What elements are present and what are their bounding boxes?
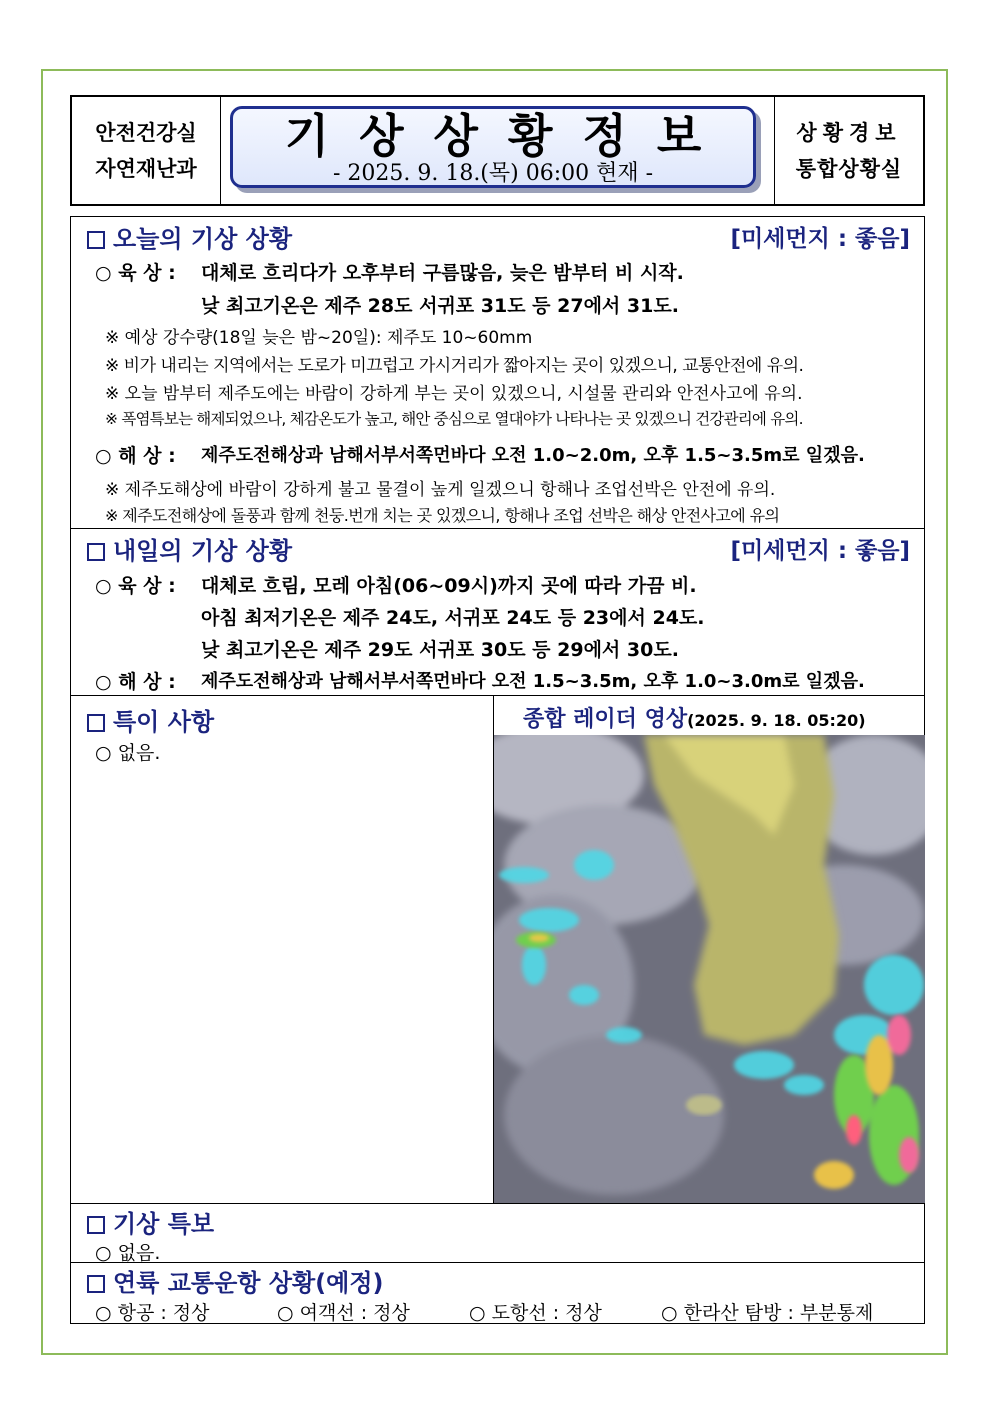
checkbox-icon: [87, 1275, 105, 1293]
today-land-label: ○ 육 상 :: [95, 262, 176, 284]
radar-image: [494, 735, 925, 1203]
special-heading: 특이 사항: [87, 702, 214, 737]
radar-map: [494, 735, 925, 1203]
today-note: ※ 예상 강수량(18일 늦은 밤~20일): 제주도 10~60mm: [105, 328, 533, 348]
today-section: [70, 216, 925, 529]
traffic-item-hallasan: ○ 한라산 탐방 : 부분통제: [661, 1302, 874, 1324]
tomorrow-sea-label: ○ 해 상 :: [95, 671, 176, 693]
office-block: [774, 97, 923, 204]
checkbox-icon: [87, 1216, 105, 1234]
today-heading: 오늘의 기상 상황: [87, 219, 292, 254]
traffic-item-ferry: ○ 여객선 : 정상: [277, 1302, 410, 1324]
today-sea-label: ○ 해 상 :: [95, 445, 176, 467]
radar-title: 종합 레이더 영상(2025. 9. 18. 05:20): [523, 707, 866, 732]
today-dust-status: [미세먼지 : 좋음]: [730, 226, 910, 252]
office-line1: 상황경보: [796, 120, 902, 145]
traffic-item-islandboat: ○ 도항선 : 정상: [469, 1302, 602, 1324]
report-header: [70, 95, 925, 206]
traffic-item-air: ○ 항공 : 정상: [95, 1302, 210, 1324]
checkbox-icon: [87, 714, 105, 732]
today-note: ※ 비가 내리는 지역에서는 도로가 미끄럽고 가시거리가 짧아지는 곳이 있겠으니, 교통안전에 유의.: [105, 356, 804, 376]
report-datetime: - 2025. 9. 18.(목) 06:00 현재 -: [332, 161, 654, 186]
checkbox-icon: [87, 543, 105, 561]
department-line1: 안전건강실: [95, 120, 197, 145]
tomorrow-heading: 내일의 기상 상황: [87, 531, 292, 566]
tomorrow-section: [70, 528, 925, 696]
today-sea-note: ※ 제주도해상에 바람이 강하게 불고 물결이 높게 일겠으니 항해나 조업선박은 안전에 유의.: [105, 480, 776, 500]
tomorrow-land-line3: 낮 최고기온은 제주 29도 서귀포 30도 등 29에서 30도.: [201, 639, 679, 661]
today-land-line1: 대체로 흐리다가 오후부터 구름많음, 늦은 밤부터 비 시작.: [201, 262, 684, 284]
page-title: 기상상황정보: [284, 109, 732, 163]
tomorrow-land-line2: 아침 최저기온은 제주 24도, 서귀포 24도 등 23에서 24도.: [201, 607, 705, 629]
tomorrow-dust-status: [미세먼지 : 좋음]: [730, 538, 910, 564]
warning-heading: 기상 특보: [87, 1204, 214, 1239]
checkbox-icon: [87, 231, 105, 249]
traffic-heading: 연륙 교통운항 상황(예정): [87, 1263, 384, 1298]
department-line2: 자연재난과: [95, 156, 197, 181]
office-line2: 통합상황실: [795, 156, 903, 181]
tomorrow-sea-line: 제주도전해상과 남해서부서쪽먼바다 오전 1.5~3.5m, 오후 1.0~3.0m로 일겠음.: [201, 671, 865, 692]
today-land-line2: 낮 최고기온은 제주 28도 서귀포 31도 등 27에서 31도.: [201, 295, 679, 317]
traffic-section: [70, 1262, 925, 1324]
today-sea-note: ※ 제주도전해상에 돌풍과 함께 천둥.번개 치는 곳 있겠으니, 항해나 조업 선박은 해상 안전사고에 유의: [105, 506, 780, 525]
title-box: [230, 106, 756, 188]
today-note: ※ 폭염특보는 해제되었으나, 체감온도가 높고, 해안 중심으로 열대야가 나타나는 곳 있겠으니 건강관리에 유의.: [105, 410, 803, 428]
warning-content: ○ 없음.: [95, 1242, 161, 1264]
tomorrow-land-line1: 대체로 흐림, 모레 아침(06~09시)까지 곳에 따라 가끔 비.: [201, 575, 697, 597]
warning-section: [70, 1203, 925, 1263]
tomorrow-land-label: ○ 육 상 :: [95, 575, 176, 597]
special-content: ○ 없음.: [95, 742, 161, 764]
radar-time: (2025. 9. 18. 05:20): [687, 711, 866, 730]
today-note: ※ 오늘 밤부터 제주도에는 바람이 강하게 부는 곳이 있겠으니, 시설물 관리와 안전사고에 유의.: [105, 384, 803, 404]
department-block: [72, 97, 221, 204]
today-sea-line: 제주도전해상과 남해서부서쪽먼바다 오전 1.0~2.0m, 오후 1.5~3.5m로 일겠음.: [201, 445, 865, 466]
